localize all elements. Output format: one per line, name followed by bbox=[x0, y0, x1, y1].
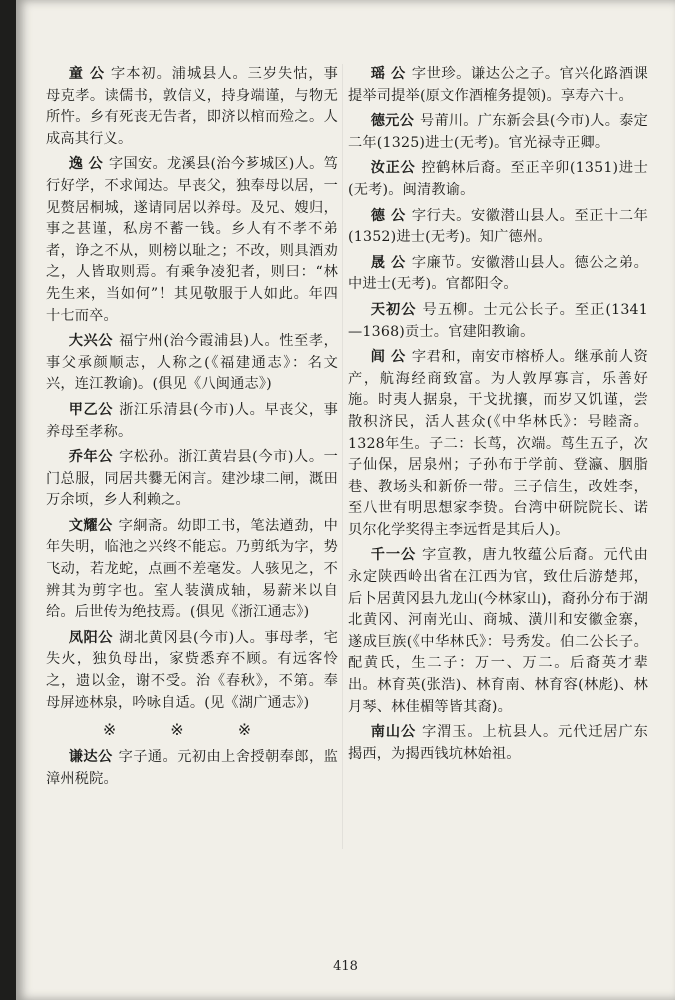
biography-entry bbox=[46, 331, 338, 396]
right-column bbox=[348, 64, 648, 769]
separator-mark: ※ bbox=[102, 720, 171, 740]
separator-mark: ※ bbox=[237, 720, 306, 740]
section-separator bbox=[70, 720, 338, 739]
entry-text: 浙江乐清县(今市)人。早丧父，事养母至孝称。 bbox=[46, 401, 338, 440]
entry-name: 闾 公 bbox=[370, 349, 406, 366]
biography-entry bbox=[348, 206, 648, 249]
entry-text: 福宁州(治今霞浦县)人。性至孝，事父承颜顺志，人称之(《福建通志》：名文兴，连江教谕)。(俱见《八闽通志》) bbox=[46, 333, 338, 393]
entry-name: 大兴公 bbox=[68, 333, 114, 350]
entry-name: 甲乙公 bbox=[68, 401, 114, 418]
entry-text: 字世珍。谦达公之子。官兴化路酒课提举司提举(原文作酒榷务提领)。享寿六十。 bbox=[348, 66, 648, 104]
biography-entry bbox=[46, 747, 338, 790]
biography-entry bbox=[46, 400, 338, 443]
biography-entry bbox=[348, 64, 648, 107]
separator-mark: ※ bbox=[170, 720, 238, 740]
entry-text: 字子通。元初由上舍授朝奉郎，监漳州税院。 bbox=[46, 749, 338, 787]
entry-name: 南山公 bbox=[370, 724, 417, 741]
entry-text: 字行夫。安徽潜山县人。至正十二年(1352)进士(无考)。知广德州。 bbox=[348, 207, 648, 246]
page-number: 418 bbox=[333, 959, 358, 974]
biography-entry bbox=[348, 722, 648, 765]
entry-text: 控鹤林后裔。至正辛卯(1351)进士(无考)。闽清教谕。 bbox=[348, 160, 649, 198]
book-page bbox=[16, 0, 675, 1000]
entry-name: 乔年公 bbox=[68, 449, 114, 466]
entry-name: 谦达公 bbox=[68, 749, 113, 766]
left-column bbox=[46, 64, 338, 794]
entry-text: 号五柳。士元公长子。至正(1341—1368)贡士。官建阳教谕。 bbox=[348, 301, 648, 340]
biography-entry bbox=[348, 300, 648, 343]
entry-name: 晟 公 bbox=[370, 254, 406, 271]
entry-name: 德元公 bbox=[370, 113, 415, 130]
entry-text: 字君和，南安市榕桥人。继承前人资产，航海经商致富。为人敦厚寡言，乐善好施。时夷人据泉，干戈扰攘，而岁又饥谨，尝散积济民，活人甚众(《中华林氏》：号睦斋。1328年生。子二：长茑，次端。茑生五子，次子仙保，居泉州；子孙布于学前、登瀛、胭脂巷、教场头和新侨一带。三子信生，改姓李，至八世有明思想家李贽。台湾中研院院长、诺贝尔化学奖得主李远哲是其后人)。 bbox=[348, 349, 648, 538]
biography-entry bbox=[46, 516, 338, 624]
biography-entry bbox=[46, 447, 338, 512]
biography-entry bbox=[46, 64, 338, 150]
entry-name: 天初公 bbox=[370, 301, 417, 318]
entry-name: 汝正公 bbox=[370, 160, 416, 177]
entry-text: 字宣教，唐九牧蕴公后裔。元代由永定陕西岭出省在江西为官，致仕后游楚邦，后卜居黄冈县九龙山(今林家山)，裔孙分布于湖北黄冈、河南光山、商城、潢川和安徽金寨，遂成巨族(《中华林氏》：号秀发。伯二公长子。配黄氏，生二子：万一、万二。后裔英才辈出。林育英(张浩)、林育南、林育容(林彪)、林月琴、林佳楣等皆其裔)。 bbox=[348, 547, 648, 715]
entry-text: 字国安。龙溪县(治今芗城区)人。笃行好学，不求闻达。早丧父，独奉母以居，一见赘居桐城，遂请同居以养母。及兄、嫂归，事之甚谨，私房不蓄一钱。乡人有不孝不弟者，诤之不从，则榜以耻之；不改，则具酒劝之，人皆取则焉。有乘争凌犯者，则曰：“林先生来，当如何”！其见敬服于人如此。年四十七而卒。 bbox=[46, 156, 338, 324]
entry-name: 千一公 bbox=[370, 547, 417, 564]
entry-text: 字廉节。安徽潜山县人。德公之弟。中进士(无考)。官都阳令。 bbox=[348, 254, 648, 293]
entry-name: 童 公 bbox=[68, 66, 106, 82]
entry-name: 逸 公 bbox=[68, 156, 103, 173]
entry-text: 字絅斋。幼即工书，笔法遒劲，中年失明，临池之兴终不能忘。乃剪纸为字，势飞动，若龙蛇，点画不差毫发。人骇见之，不辨其为剪字也。室人装潢成轴，易薪米以自给。后世传为绝技焉。(俱见《浙江通志》) bbox=[46, 517, 338, 621]
entry-text: 字本初。浦城县人。三岁失怙，事母克孝。读儒书，敦信义，持身端谨，与物无所忤。乡有死丧无告者，即济以棺而殓之。人成高其行义。 bbox=[46, 66, 338, 147]
entry-text: 字渭玉。上杭县人。元代迁居广东揭西，为揭西钱坑林始祖。 bbox=[348, 724, 648, 762]
entry-text: 湖北黄冈县(今市)人。事母孝，宅失火，独负母出，家赀悉弃不顾。有远客怜之，遗以金，谢不受。治《春秋》，不第。奉母屏迹林泉，吟咏自适。(见《湖广通志》) bbox=[46, 629, 338, 711]
entry-name: 瑶 公 bbox=[370, 66, 406, 82]
entry-name: 德 公 bbox=[370, 207, 406, 224]
biography-entry bbox=[348, 545, 648, 718]
biography-entry bbox=[348, 158, 648, 201]
biography-entry bbox=[46, 628, 338, 714]
biography-entry bbox=[348, 347, 648, 541]
biography-entry bbox=[348, 111, 648, 154]
biography-entry bbox=[348, 253, 648, 296]
entry-text: 号莆川。广东新会县(今市)人。泰定二年(1325)进士(无考)。官光禄寺正卿。 bbox=[348, 113, 648, 151]
biography-entry bbox=[46, 154, 338, 327]
entry-name: 文耀公 bbox=[68, 517, 113, 534]
entry-name: 凤阳公 bbox=[68, 629, 114, 646]
entry-text: 字松孙。浙江黄岩县(今市)人。一门总服，同居共爨无闲言。建沙埭二闸，溉田万余顷，乡人利赖之。 bbox=[46, 449, 338, 509]
